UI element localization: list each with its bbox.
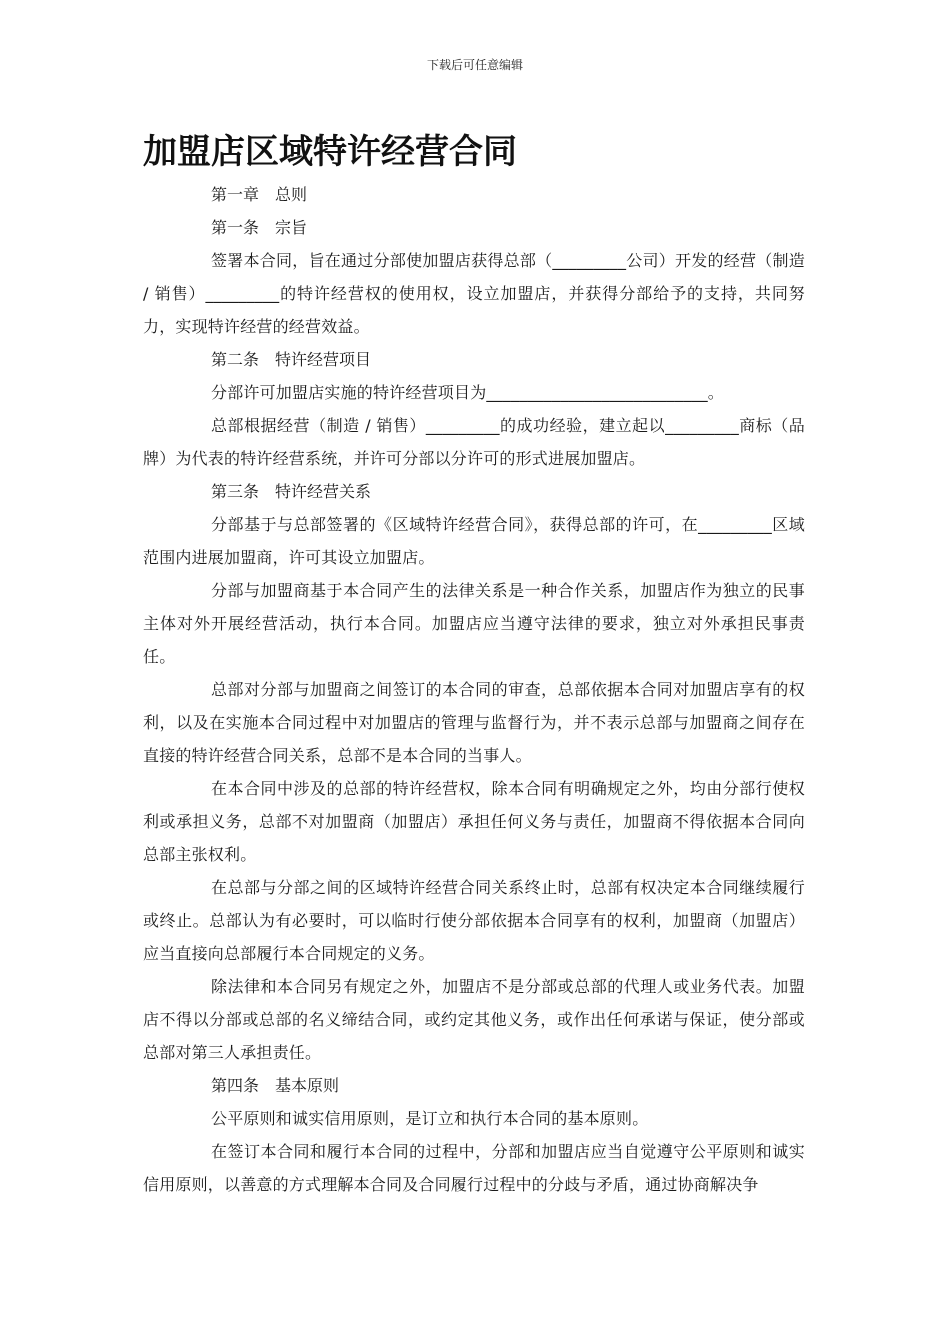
- document-body: [143, 178, 811, 1201]
- paragraph: 在本合同中涉及的总部的特许经营权，除本合同有明确规定之外，均由分部行使权利或承担义务，总部不对加盟商（加盟店）承担任何义务与责任，加盟商不得依据本合同向总部主张权利。: [143, 779, 805, 864]
- article-heading: 第四条 基本原则: [211, 1076, 340, 1095]
- paragraph: 分部与加盟商基于本合同产生的法律关系是一种合作关系，加盟店作为独立的民事主体对外开展经营活动，执行本合同。加盟店应当遵守法律的要求，独立对外承担民事责任。: [143, 581, 805, 666]
- paragraph: 分部许可加盟店实施的特许经营项目为___________________________。: [211, 383, 725, 402]
- header-note: 下载后可任意编辑: [426, 58, 523, 72]
- chapter-heading: 第一章 总则: [211, 185, 308, 204]
- paragraph: 分部基于与总部签署的《区域特许经营合同》，获得总部的许可，在_________区域范围内进展加盟商，许可其设立加盟店。: [143, 515, 805, 567]
- paragraph: 在签订本合同和履行本合同的过程中，分部和加盟店应当自觉遵守公平原则和诚实信用原则，以善意的方式理解本合同及合同履行过程中的分歧与矛盾，通过协商解决争: [143, 1142, 805, 1194]
- paragraph: 除法律和本合同另有规定之外，加盟店不是分部或总部的代理人或业务代表。加盟店不得以分部或总部的名义缔结合同，或约定其他义务，或作出任何承诺与保证，使分部或总部对第三人承担责任。: [143, 977, 805, 1062]
- paragraph: 公平原则和诚实信用原则，是订立和执行本合同的基本原则。: [211, 1109, 649, 1128]
- paragraph: 总部根据经营（制造 / 销售）_________的成功经验，建立起以_________商标（品牌）为代表的特许经营系统，并许可分部以分许可的形式进展加盟店。: [143, 416, 805, 468]
- article-heading: 第一条 宗旨: [211, 218, 308, 237]
- article-heading: 第二条 特许经营项目: [211, 350, 372, 369]
- paragraph: 总部对分部与加盟商之间签订的本合同的审查，总部依据本合同对加盟店享有的权利，以及在实施本合同过程中对加盟店的管理与监督行为，并不表示总部与加盟商之间存在直接的特许经营合同关系，总部不是本合同的当事人。: [143, 680, 805, 765]
- article-heading: 第三条 特许经营关系: [211, 482, 372, 501]
- paragraph: 在总部与分部之间的区域特许经营合同关系终止时，总部有权决定本合同继续履行或终止。总部认为有必要时，可以临时行使分部依据本合同享有的权利，加盟商（加盟店）应当直接向总部履行本合同规定的义务。: [143, 878, 805, 963]
- paragraph: 签署本合同，旨在通过分部使加盟店获得总部（_________公司）开发的经营（制造 / 销售）_________的特许经营权的使用权，设立加盟店，并获得分部给予的支持，共同努力，实现特许经营的经营效益。: [143, 251, 811, 336]
- document-title: 加盟店区域特许经营合同: [143, 132, 517, 172]
